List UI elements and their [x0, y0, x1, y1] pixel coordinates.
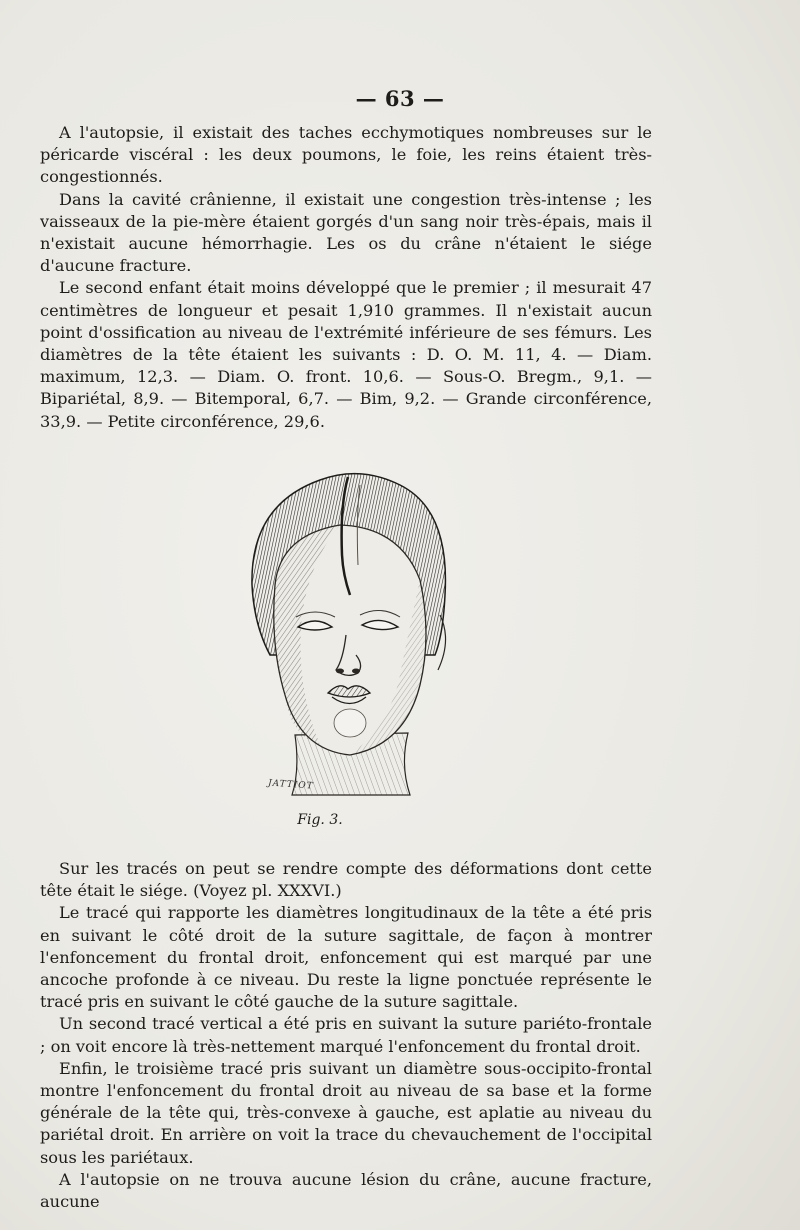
- paragraph: A l'autopsie, il existait des taches ecchymotiques nombreuses sur le péricarde viscéral : les deux poumons, le foie, les reins étaient très-congestionnés.: [40, 123, 652, 187]
- engraving-infant-head: [240, 465, 470, 805]
- paragraph: A l'autopsie on ne trouva aucune lésion du crâne, aucune fracture, aucune: [40, 1169, 652, 1212]
- page-number: — 63 —: [355, 86, 445, 111]
- figure-caption: Fig. 3.: [297, 812, 343, 828]
- engraver-signature: JATTIOT: [267, 778, 315, 792]
- paragraph: Sur les tracés on peut se rendre compte des déformations dont cette tête était le siége. (Voyez pl. XXXVI.): [40, 859, 652, 901]
- paragraph: Le tracé qui rapporte les diamètres longitudinaux de la tête a été pris en suivant le côté droit de la suture sagittale, de façon à montrer l'enfoncement du frontal droit, enfoncement qui est marqué par une ancoche profonde à ce niveau. Du reste la ligne ponctuée représente le tracé pris en suivant le côté gauche de la suture sagittale.: [40, 903, 652, 1012]
- paragraph: Le second enfant était moins développé que le premier ; il mesurait 47 centimètres de longueur et pesait 1,910 grammes. Il n'existait aucun point d'ossification au niveau de l'extrémité inférieure de ses fémurs. Les diamètres de la tête étaient les suivants : D. O. M. 11, 4. — Diam. maximum, 12,3. — Diam. O. front. 10,6. — Sous-O. Bregm., 9,1. — Bipariétal, 8,9. — Bitemporal, 6,7. — Bim, 9,2. — Grande circonférence, 33,9. — Petite circonférence, 29,6.: [40, 278, 652, 431]
- paragraph: Un second tracé vertical a été pris en suivant la suture pariéto-frontale ; on voit encore là très-nettement marqué l'enfoncement du frontal droit.: [40, 1014, 652, 1056]
- paragraph: Dans la cavité crânienne, il existait une congestion très-intense ; les vaisseaux de la pie-mère étaient gorgés d'un sang noir très-épais, mais il n'existait aucune hémorrhagie. Les os du crâne n'étaient le siége d'aucune fracture.: [40, 189, 652, 276]
- paragraph: Enfin, le troisième tracé pris suivant un diamètre sous-occipito-frontal montre l'enfoncement du frontal droit au niveau de sa base et la forme générale de la tête qui, très-convexe à gauche, est aplatie au niveau du pariétal droit. En arrière on voit la trace du chevauchement de l'occipital sous les pariétaux.: [40, 1058, 652, 1167]
- text-block-bottom: [40, 858, 652, 1213]
- text-block-top: [40, 122, 652, 433]
